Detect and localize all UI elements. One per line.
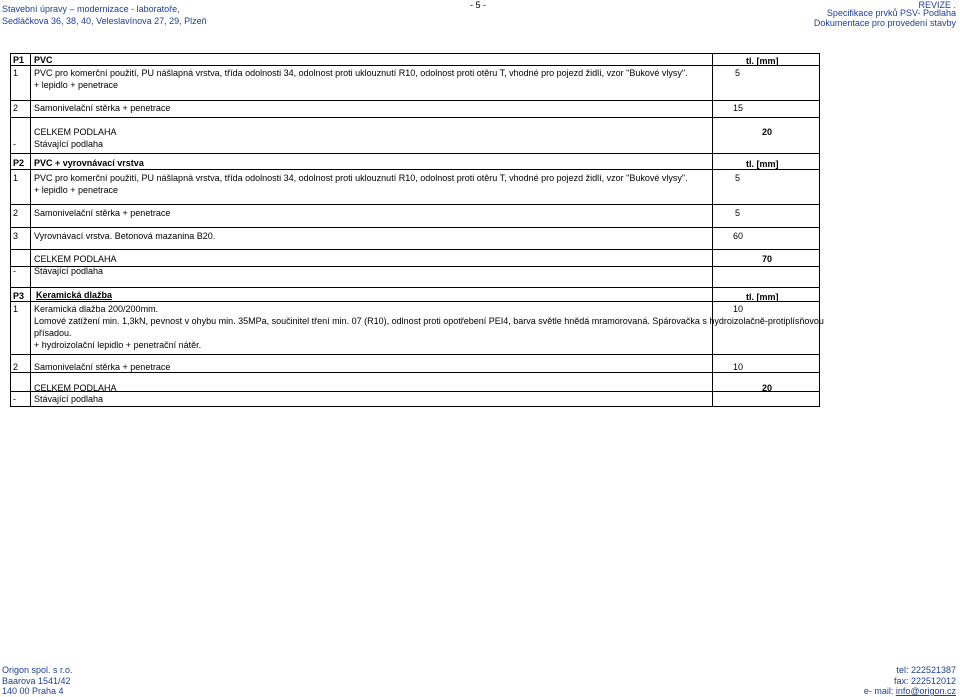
row-description: Samonivelační stěrka + penetrace [34, 103, 171, 113]
row-thickness: 10 [733, 304, 744, 314]
total-label: CELKEM PODLAHA [34, 383, 117, 393]
row-divider [10, 100, 820, 101]
row-description: Samonivelační stěrka + penetrace [34, 362, 171, 372]
project-title: Stavební úpravy – modernizace - laboratoře, [2, 4, 180, 14]
footer-street: Baarova 1541/42 [2, 676, 71, 686]
existing-label: Stávající podlaha [34, 266, 104, 276]
footer-email-prefix: e- mail: [863, 686, 896, 696]
row-description: přísadou. [34, 328, 72, 338]
thickness-header: tl. [mm] [746, 159, 779, 169]
section-title: PVC + vyrovnávací vrstva [34, 158, 144, 168]
thickness-header: tl. [mm] [746, 292, 779, 302]
total-label: CELKEM PODLAHA [34, 127, 117, 137]
row-number: 1 [13, 304, 19, 314]
footer-fax: fax: 222512012 [893, 676, 956, 686]
row-thickness: 5 [735, 173, 741, 183]
document-title: Specifikace prvků PSV- Podlaha [826, 8, 956, 18]
row-divider [10, 227, 820, 228]
row-thickness: 5 [735, 68, 741, 78]
section-title: Keramická dlažba [36, 290, 113, 300]
row-description: Keramická dlažba 200/200mm. [34, 304, 159, 314]
total-label: CELKEM PODLAHA [34, 254, 117, 264]
row-thickness: 60 [733, 231, 744, 241]
existing-dash: - [13, 139, 16, 149]
row-number: 1 [13, 173, 19, 183]
row-divider [10, 117, 820, 118]
footer-email-line [864, 686, 956, 697]
row-divider [10, 301, 820, 302]
section-code: P2 [13, 158, 25, 168]
footer-email-link[interactable]: info@origon.cz [895, 686, 956, 696]
total-value: 70 [762, 254, 773, 264]
row-divider [10, 354, 820, 355]
existing-label: Stávající podlaha [34, 394, 104, 404]
row-divider [10, 153, 820, 154]
footer-city: 140 00 Praha 4 [2, 686, 64, 696]
row-number: 3 [13, 231, 19, 241]
row-divider [10, 249, 820, 250]
section-title: PVC [34, 55, 53, 65]
row-description: PVC pro komerční použití, PU nášlapná vrstva, třída odolnosti 34, odolnost proti uklouznutí R10, odolnost proti otěru T, vhodné pro pojezd židlí, vzor "Bukové vlysy". [34, 68, 688, 78]
existing-label: Stávající podlaha [34, 139, 104, 149]
row-description: Lomové zatížení min. 1,3kN, pevnost v ohybu min. 35MPa, součinitel tření min. 07 (R10), odlnost proti opotřebení PEI4, barva světle hnědá mramorovaná. Spárovačka s hydroizolačně-protiplísňovou [34, 316, 824, 326]
row-divider [10, 287, 820, 288]
section-code: P1 [13, 55, 25, 65]
total-value: 20 [762, 127, 773, 137]
revision-label: REVIZE . [918, 0, 956, 10]
footer-company: Origon spol. s r.o. [2, 665, 73, 675]
row-number: 1 [13, 68, 19, 78]
row-description: PVC pro komerční použití, PU nášlapná vrstva, třída odolnosti 34, odolnost proti uklouznutí R10, odolnost proti otěru T, vhodné pro pojezd židlí, vzor "Bukové vlysy". [34, 173, 688, 183]
row-divider [10, 391, 820, 392]
project-address: Sedláčkova 36, 38, 40, Veleslavínova 27, 29, Plzeň [2, 16, 207, 26]
row-number: 2 [13, 208, 19, 218]
thickness-header: tl. [mm] [746, 56, 779, 66]
row-thickness: 15 [733, 103, 744, 113]
row-number: 2 [13, 103, 19, 113]
row-number: 2 [13, 362, 19, 372]
existing-dash: - [13, 266, 16, 276]
row-divider [10, 204, 820, 205]
row-divider [10, 169, 820, 170]
document-subtitle: Dokumentace pro provedení stavby [813, 18, 956, 28]
section-code: P3 [13, 291, 25, 301]
page-number: - 5 - [470, 0, 487, 10]
row-description: Samonivelační stěrka + penetrace [34, 208, 171, 218]
row-description: Vyrovnávací vrstva. Betonová mazanina B20. [34, 231, 216, 241]
row-divider [10, 266, 820, 267]
row-divider [10, 65, 820, 66]
row-thickness: 5 [735, 208, 741, 218]
existing-dash: - [13, 394, 16, 404]
row-description: + lepidlo + penetrace [34, 185, 119, 195]
total-value: 20 [762, 383, 773, 393]
row-thickness: 10 [733, 362, 744, 372]
row-description: + hydroizolační lepidlo + penetrační nátěr. [34, 340, 202, 350]
footer-tel: tel: 222521387 [896, 665, 956, 675]
row-description: + lepidlo + penetrace [34, 80, 119, 90]
